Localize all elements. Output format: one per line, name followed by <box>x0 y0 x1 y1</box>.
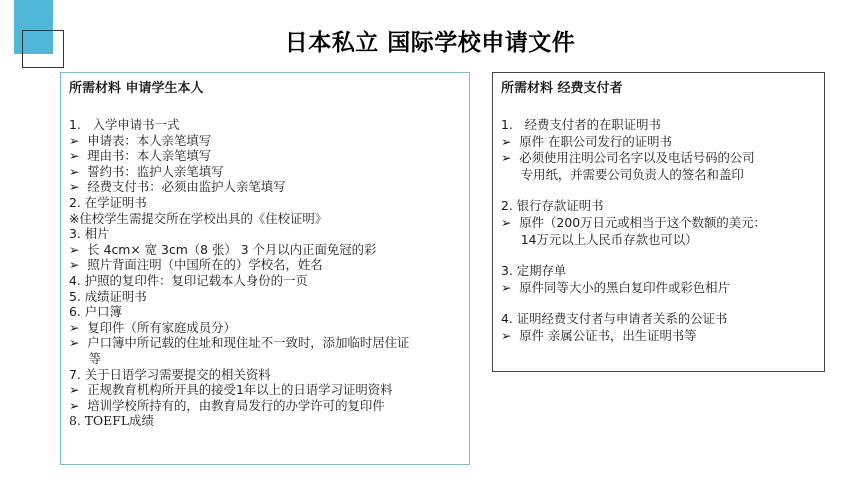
list-item: 3. 相片 <box>69 226 110 242</box>
list-item: ➢ 申请表：本人亲笔填写 <box>69 132 212 148</box>
student-materials-box <box>60 72 470 465</box>
list-item: 14万元以上人民币存款也可以） <box>501 231 698 247</box>
list-item: ➢ 誓约书：监护人亲笔填写 <box>69 163 224 179</box>
list-item: ➢ 长 4cm× 宽 3cm（8 张） 3 个月以内正面免冠的彩 <box>69 241 377 257</box>
list-item: ➢ 正规教育机构所开具的接受1年以上的日语学习证明资料 <box>69 382 393 398</box>
student-materials-list <box>69 117 461 429</box>
list-item: 2. 银行存款证明书 <box>501 198 604 214</box>
list-item: ➢ 原件（200万日元或相当于这个数额的美元： <box>501 214 766 230</box>
section-spacer <box>501 248 816 263</box>
page-title: 日本私立 国际学校申请文件 <box>284 30 576 56</box>
sponsor-section-employment <box>501 117 816 183</box>
list-item: ➢ 经费支付书：必须由监护人亲笔填写 <box>69 179 286 195</box>
list-item: 6. 户口簿 <box>69 304 122 320</box>
student-materials-heading: 所需材料 申请学生本人 <box>69 81 204 96</box>
list-item: 8. TOEFL成绩 <box>69 413 154 429</box>
list-item: 等 <box>69 350 102 366</box>
section-spacer <box>501 296 816 311</box>
list-item: ➢ 原件同等大小的黑白复印件或彩色相片 <box>501 279 730 295</box>
list-item: 1. 入学申请书一式 <box>69 117 180 132</box>
sponsor-materials-heading: 所需材料 经费支付者 <box>501 81 623 96</box>
list-item: 1. 经费支付者的在职证明书 <box>501 117 661 132</box>
list-item: ➢ 必须使用注明公司名字以及电话号码的公司 <box>501 150 755 166</box>
list-item: ➢ 户口簿中所记载的住址和现住址不一致时，添加临时居住证 <box>69 335 410 351</box>
list-item: 4. 证明经费支付者与申请者关系的公证书 <box>501 311 728 327</box>
list-item: 专用纸，并需要公司负责人的签名和盖印 <box>501 166 744 182</box>
list-item: ➢ 复印件（所有家庭成员分） <box>69 319 236 335</box>
sponsor-section-bank-deposit <box>501 198 816 248</box>
section-spacer <box>501 183 816 198</box>
list-item: ※住校学生需提交所在学校出具的《住校证明》 <box>69 210 328 226</box>
sponsor-materials-box <box>492 72 825 372</box>
list-item: 5. 成绩证明书 <box>69 288 147 304</box>
list-item: ➢ 培训学校所持有的，由教育局发行的办学许可的复印件 <box>69 397 385 413</box>
list-item: ➢ 原件 在职公司发行的证明书 <box>501 133 672 149</box>
list-item: ➢ 原件 亲属公证书，出生证明书等 <box>501 327 697 343</box>
sponsor-section-notarial-certificate <box>501 311 816 344</box>
sponsor-section-fixed-deposit <box>501 263 816 296</box>
list-item: 2. 在学证明书 <box>69 194 147 210</box>
list-item: ➢ 理由书：本人亲笔填写 <box>69 148 212 164</box>
list-item: 7. 关于日语学习需要提交的相关资料 <box>69 366 271 382</box>
list-item: ➢ 照片背面注明（中国所在的）学校名，姓名 <box>69 257 323 273</box>
list-item: 3. 定期存单 <box>501 263 567 279</box>
list-item: 4. 护照的复印件：复印记载本人身份的一页 <box>69 272 308 288</box>
